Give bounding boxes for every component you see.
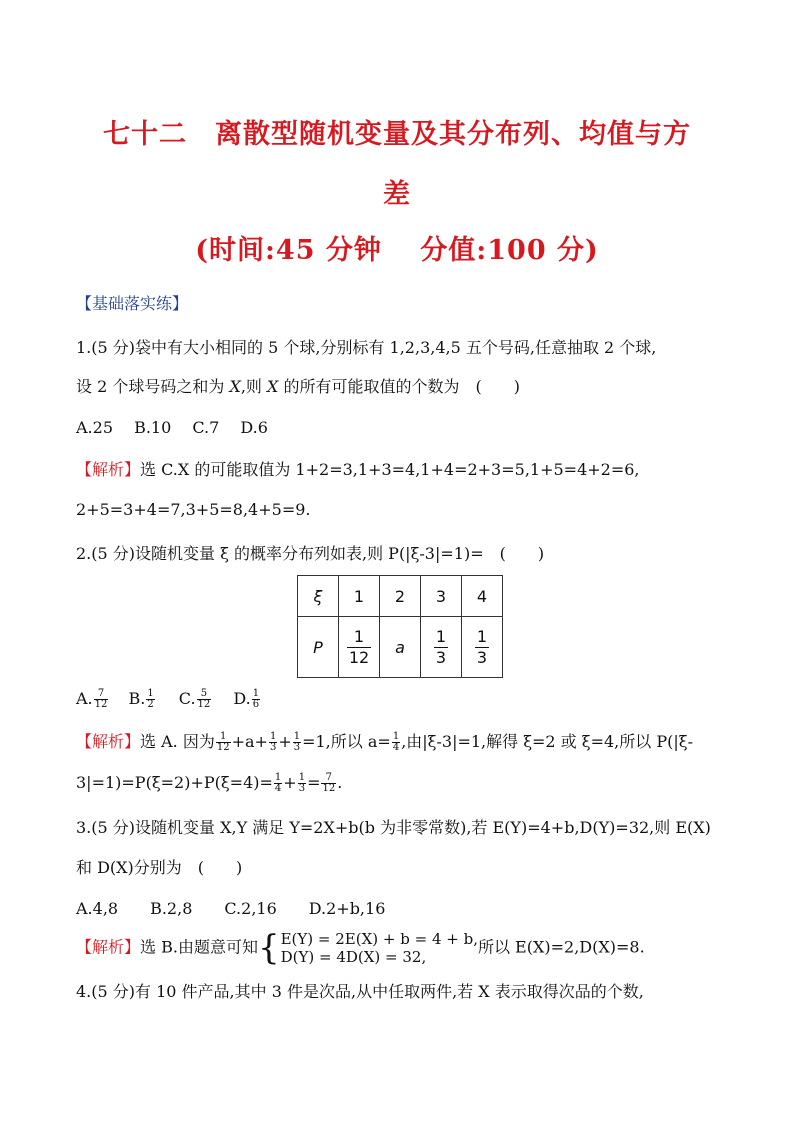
q1-solution-line2: 2+5=3+4=7,3+5=8,4+5=9. xyxy=(76,500,311,519)
table-cell-fraction: $\frac{1}{3}$ xyxy=(462,617,503,678)
page-title-line1: 七十二 离散型随机变量及其分布列、均值与方 xyxy=(103,119,691,150)
table-cell-a: a xyxy=(380,617,421,678)
q1-stem-line1: 1.(5 分)袋中有大小相同的 5 个球,分别标有 1,2,3,4,5 五个号码,任意抽取 2 个球, xyxy=(76,338,657,357)
q3-stem-line2: 和 D(X)分别为 ( ) xyxy=(76,858,243,877)
q4-stem-line1: 4.(5 分)有 10 件产品,其中 3 件是次品,从中任取两件,若 X 表示取得次品的个数, xyxy=(76,982,644,1001)
table-cell-fraction: $\frac{1}{12}$ xyxy=(339,617,380,678)
table-header-cell: 3 xyxy=(421,576,462,617)
q3-solution: 【解析】选 B.由题意可知{ E(Y) = 2E(X) + b = 4 + b, D(Y) = 4D(X) = 32, 所以 E(X)=2,D(X)=8. xyxy=(76,928,645,968)
solution-tag: 【解析】 xyxy=(76,460,141,479)
q2-solution-line2: 3|=1)=P(ξ=2)+P(ξ=4)= $\frac{1}{4}$ + $\frac{1}{3}$ = $\frac{7}{12}$ . xyxy=(76,772,343,794)
table-cell-fraction: $\frac{1}{3}$ xyxy=(421,617,462,678)
q1-solution-line1: 【解析】选 C.X 的可能取值为 1+2=3,1+3=4,1+4=2+3=5,1+5=4+2=6, xyxy=(76,460,640,479)
q3-options: A.4,8 B.2,8 C.2,16 D.2+b,16 xyxy=(76,899,386,918)
page-subtitle-time-score: (时间:45 分钟 分值:100 分) xyxy=(195,235,599,266)
table-header-cell: 4 xyxy=(462,576,503,617)
table-row-label: P xyxy=(298,617,339,678)
q1-stem-line2: 设 2 个球号码之和为 X,则 X 的所有可能取值的个数为 ( ) xyxy=(76,377,520,396)
q2-stem: 2.(5 分)设随机变量 ξ 的概率分布列如表,则 P(|ξ-3|=1)= ( ) xyxy=(76,544,545,563)
q3-stem-line1: 3.(5 分)设随机变量 X,Y 满足 Y=2X+b(b 为非零常数),若 E(Y)=4+b,D(Y)=32,则 E(X) xyxy=(76,818,711,837)
q1-options: A.25 B.10 C.7 D.6 xyxy=(76,418,268,437)
left-brace-symbol: { xyxy=(257,928,280,968)
q2-options: A. $\frac{7}{12}$ B. $\frac{1}{2}$ C. $\frac{5}{12}$ D. $\frac{1}{6}$ xyxy=(76,688,260,710)
q2-solution-line1: 【解析】选 A. 因为 $\frac{1}{12}$ +a+ $\frac{1}{3}$ + $\frac{1}{3}$ =1,所以 a= $\frac{1}{4}$ ,由|ξ-3|=1,解得 ξ=2 或 ξ=4,所以 P(|ξ- xyxy=(76,731,693,753)
page-title-line2: 差 xyxy=(383,179,411,210)
equation-system: E(Y) = 2E(X) + b = 4 + b, D(Y) = 4D(X) = 32, xyxy=(280,930,478,966)
table-header-cell: ξ xyxy=(298,576,339,617)
probability-distribution-table xyxy=(297,575,503,678)
table-header-cell: 2 xyxy=(380,576,421,617)
table-header-cell: 1 xyxy=(339,576,380,617)
section-label: 【基础落实练】 xyxy=(76,294,189,313)
